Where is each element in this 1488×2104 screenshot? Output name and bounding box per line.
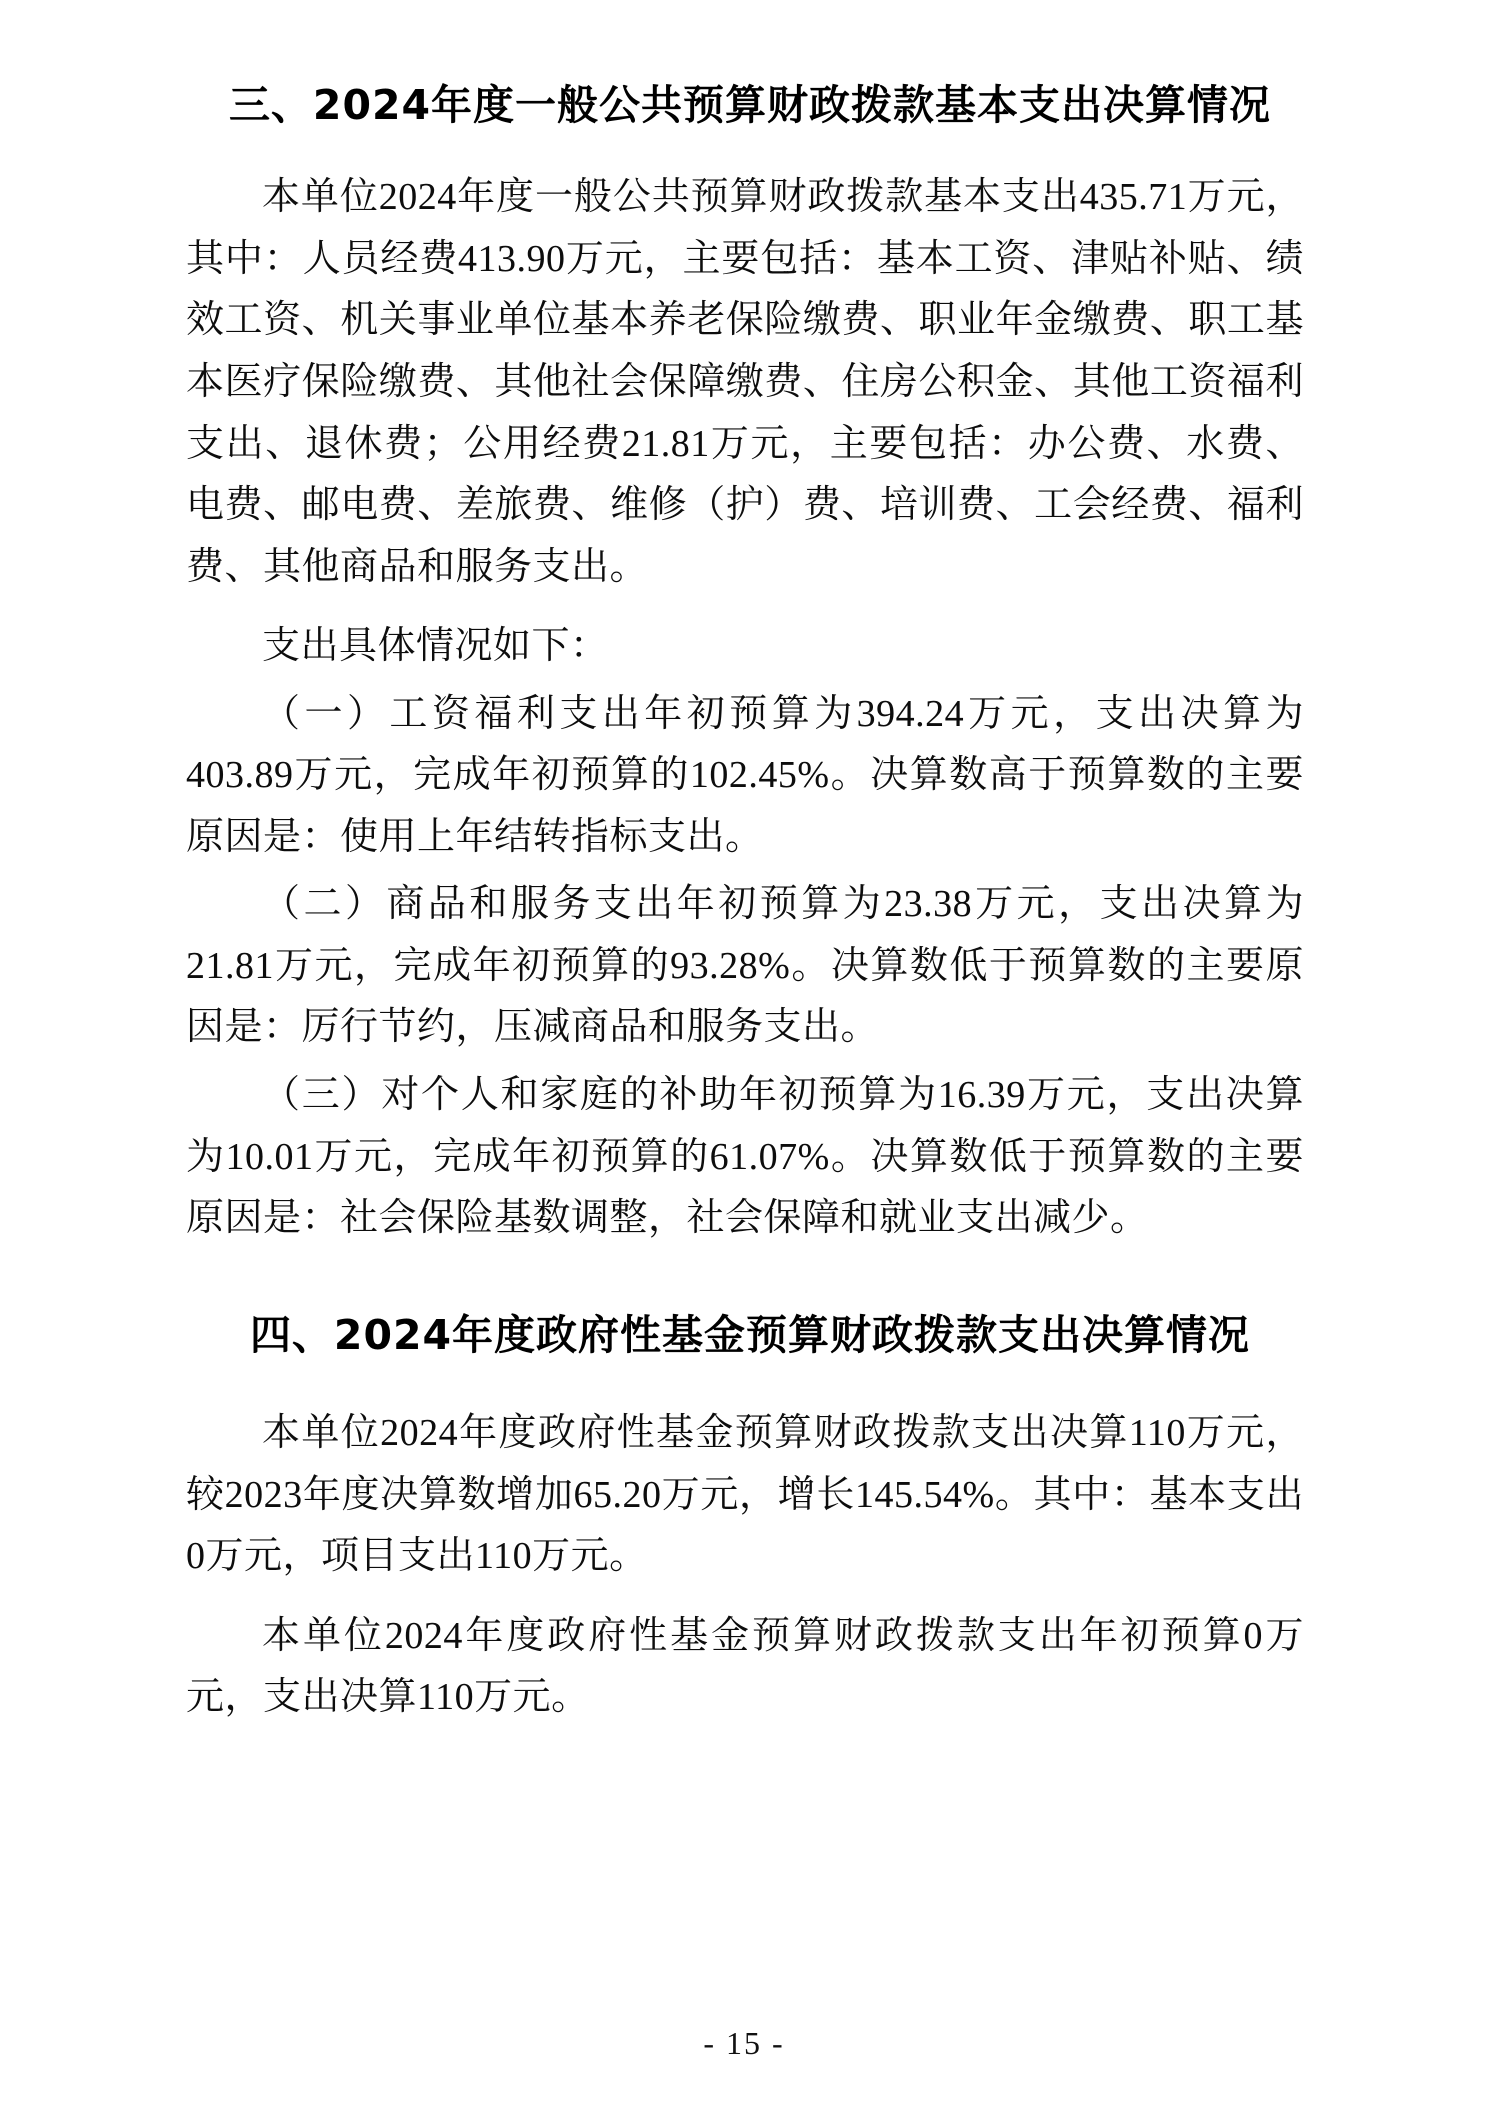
paragraph-spacer-2: [186, 1596, 1304, 1606]
section-4-paragraph-1: 本单位2024年度政府性基金预算财政拨款支出决算110万元，较2023年度决算数增加65.20万元，增长145.54%。其中：基本支出0万元，项目支出110万元。: [186, 1411, 1304, 1578]
section-3-paragraph-4: （二）商品和服务支出年初预算为23.38万元，支出决算为21.81万元，完成年初预算的93.28%。决算数低于预算数的主要原因是：厉行节约，压减商品和服务支出。: [186, 883, 1304, 1049]
section-heading-3: 三、2024年度一般公共预算财政拨款基本支出决算情况: [228, 81, 1272, 129]
section-3-paragraph-5: （三）对个人和家庭的补助年初预算为16.39万元，支出决算为10.01万元，完成年初预算的61.07%。决算数低于预算数的主要原因是：社会保险基数调整，社会保障和就业支出减少。: [186, 1074, 1304, 1240]
section-3-paragraph-1: 本单位2024年度一般公共预算财政拨款基本支出435.71万元，其中：人员经费413.90万元，主要包括：基本工资、津贴补贴、绩效工资、机关事业单位基本养老保险缴费、职业年金缴费、职工基本医疗保险缴费、其他社会保障缴费、住房公积金、其他工资福利支出、退休费；公用经费21.81万元，主要包括：办公费、水费、电费、邮电费、差旅费、维修（护）费、培训费、工会经费、福利费、其他商品和服务支出。: [186, 176, 1304, 588]
section-4-paragraph-2: 本单位2024年度政府性基金预算财政拨款支出年初预算0万元，支出决算110万元。: [186, 1614, 1304, 1719]
section-4-heading-block: [186, 1308, 1304, 1363]
page-content: [186, 78, 1304, 1735]
section-3-heading-block: [186, 78, 1304, 133]
section-heading-4: 四、2024年度政府性基金预算财政拨款支出决算情况: [249, 1310, 1251, 1359]
paragraph-spacer: [186, 606, 1304, 616]
section-3-paragraph-3: （一）工资福利支出年初预算为394.24万元，支出决算为403.89万元，完成年初预算的102.45%。决算数高于预算数的主要原因是：使用上年结转指标支出。: [186, 692, 1304, 858]
page-number: - 15 -: [703, 2025, 785, 2061]
section-3-paragraph-2: 支出具体情况如下：: [262, 625, 609, 668]
